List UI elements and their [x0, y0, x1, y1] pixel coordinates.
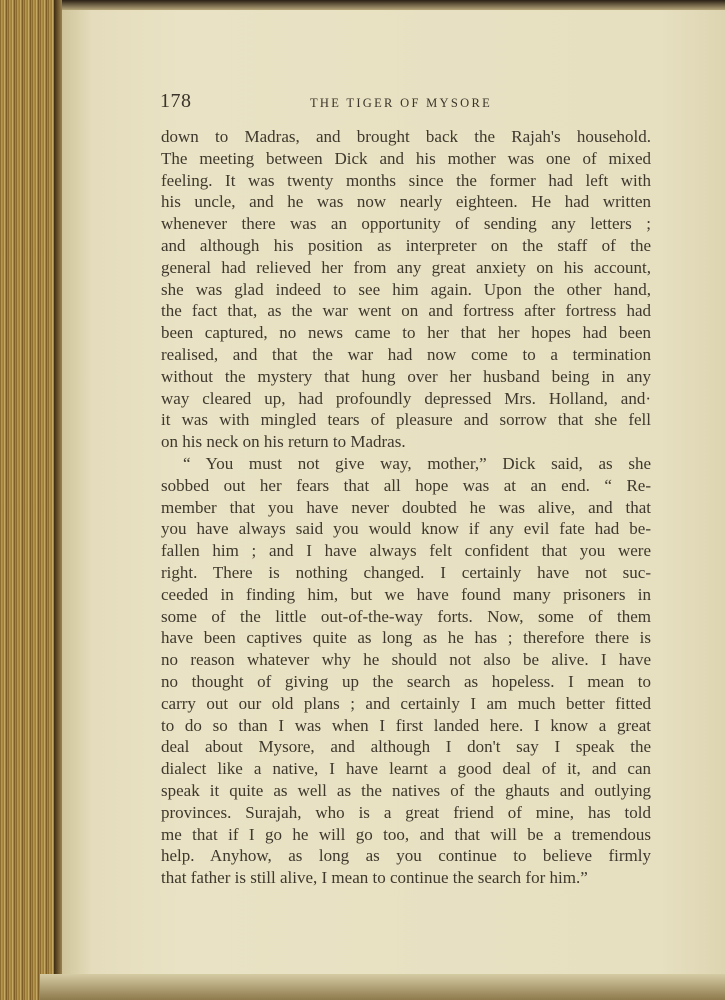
text-line: “ You must not give way, mother,” Dick said, as she — [183, 453, 651, 473]
text-line: fallen him ; and I have always felt confident that you were — [161, 541, 651, 561]
page-number: 178 — [160, 90, 192, 112]
text-line: and although his position as interpreter on the staff of the — [161, 235, 651, 255]
bottom-shadow — [40, 974, 725, 1000]
text-line: ceeded in finding him, but we have found many prisoners in — [161, 584, 651, 604]
text-line: on his neck on his return to Madras. — [161, 432, 406, 452]
text-line: help. Anyhow, as long as you continue to believe firmly — [161, 846, 651, 866]
text-line: dialect like a native, I have learnt a good deal of it, and can — [161, 759, 651, 779]
text-line: no thought of giving up the search as hopeless. I mean to — [161, 671, 651, 691]
text-line: his uncle, and he was now nearly eighteen. He had written — [161, 192, 651, 212]
running-head — [160, 90, 610, 120]
text-line: provinces. Surajah, who is a great friend of mine, has told — [161, 802, 651, 822]
text-line: right. There is nothing changed. I certainly have not suc- — [161, 562, 651, 582]
text-line: carry out our old plans ; and certainly I am much better fitted — [161, 693, 651, 713]
text-line: feeling. It was twenty months since the former had left with — [161, 170, 651, 190]
page-sheet — [62, 10, 725, 974]
text-line: sobbed out her fears that all hope was at an end. “ Re- — [161, 475, 651, 495]
text-line: me that if I go he will go too, and that will be a tremendous — [161, 824, 651, 844]
top-shadow — [40, 0, 725, 10]
text-line: member that you have never doubted he was alive, and that — [161, 497, 651, 517]
text-line: without the mystery that hung over her husband being in any — [161, 366, 651, 386]
text-line: it was with mingled tears of pleasure and sorrow that she fell — [161, 410, 651, 430]
book-page-edges — [0, 0, 62, 1000]
text-line: whenever there was an opportunity of sending any letters ; — [161, 214, 651, 234]
running-title: THE TIGER OF MYSORE — [310, 96, 493, 110]
text-line: speak it quite as well as the natives of the ghauts and outlying — [161, 780, 651, 800]
text-line: realised, and that the war had now come to a termination — [161, 344, 651, 364]
text-line: to do so than I was when I first landed here. I know a great — [161, 715, 651, 735]
text-line: down to Madras, and brought back the Rajah's household. — [161, 127, 651, 146]
text-line: she was glad indeed to see him again. Upon the other hand, — [161, 279, 651, 299]
text-line: have been captives quite as long as he has ; therefore there is — [161, 628, 651, 648]
text-line: The meeting between Dick and his mother was one of mixed — [161, 148, 651, 168]
text-line: some of the little out-of-the-way forts. Now, some of them — [161, 606, 651, 626]
text-line: deal about Mysore, and although I don't say I speak the — [161, 737, 651, 757]
text-line: you have always said you would know if any evil fate had be- — [161, 519, 651, 539]
text-line: that father is still alive, I mean to continue the search for him.” — [161, 868, 588, 888]
text-line: no reason whatever why he should not also be alive. I have — [161, 650, 651, 670]
text-line: the fact that, as the war went on and fortress after fortress had — [161, 301, 651, 321]
text-line: way cleared up, had profoundly depressed Mrs. Holland, and· — [161, 388, 651, 408]
text-line: been captured, no news came to her that her hopes had been — [161, 323, 651, 343]
body-text — [161, 126, 651, 889]
text-line: general had relieved her from any great anxiety on his account, — [161, 257, 651, 277]
